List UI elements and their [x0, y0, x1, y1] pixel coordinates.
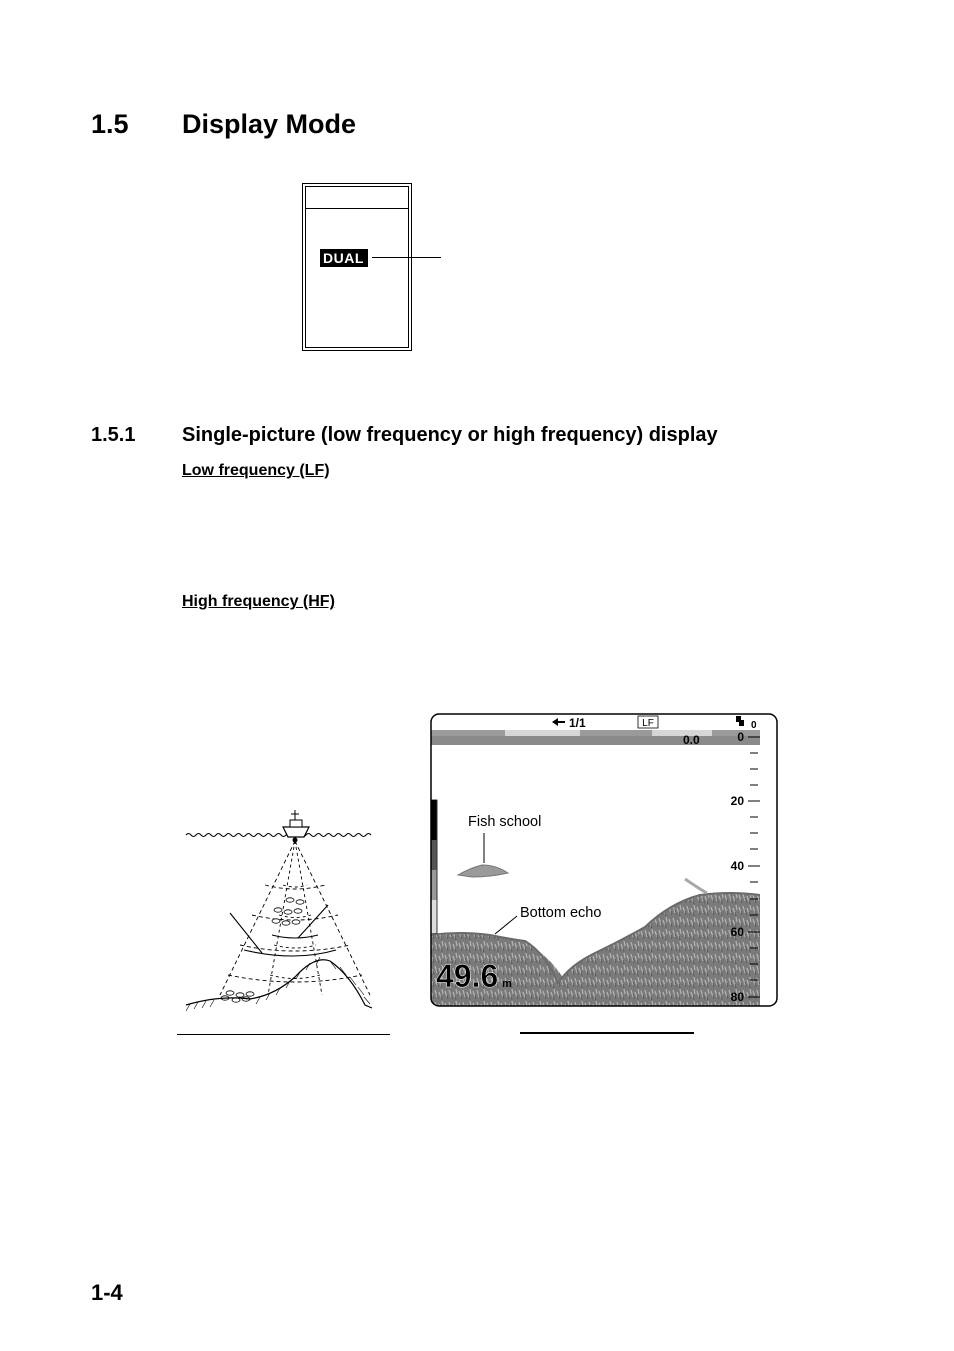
gain-value: 0 [751, 720, 757, 731]
mode-menu-inner-frame [305, 186, 409, 348]
page-number: 1-4 [91, 1280, 123, 1305]
boat-icon [283, 810, 309, 843]
sea-bottom [186, 957, 372, 1011]
depth-scale-40: 40 [730, 859, 744, 873]
wide-beam [220, 841, 370, 995]
sea-surface [186, 834, 371, 837]
mode-menu-item-dual[interactable]: DUAL [320, 249, 368, 267]
fish-school-label: Fish school [468, 814, 542, 830]
figure-rule-left [177, 1034, 390, 1035]
sonar-beam-illustration [180, 805, 395, 1020]
bottom-echo-label: Bottom echo [520, 905, 602, 921]
beam-width-arrows [230, 905, 336, 956]
draft-value: 0.0 [683, 733, 700, 747]
mode-menu-divider [305, 208, 409, 209]
subsection-title: Single-picture (low frequency or high frequency) display [182, 424, 718, 446]
figure-rule-right [520, 1032, 694, 1034]
picture-advance: 1/1 [569, 716, 586, 730]
section-title: Display Mode [182, 109, 357, 139]
header-bar [430, 736, 760, 745]
depth-scale-80: 80 [730, 990, 744, 1004]
depth-scale-60: 60 [730, 925, 744, 939]
echo-display [430, 713, 780, 1009]
narrow-beam [268, 841, 322, 995]
depth-scale-0: 0 [737, 730, 744, 744]
subsection-number: 1.5.1 [91, 424, 136, 446]
depth-scale-20: 20 [730, 794, 744, 808]
high-frequency-heading: High frequency (HF) [182, 593, 335, 610]
fish-school-icon [221, 898, 304, 1002]
frequency-badge: LF [642, 718, 654, 729]
depth-unit: m [502, 978, 512, 990]
section-number: 1.5 [91, 109, 129, 139]
depth-readout: 49.6 [436, 958, 499, 994]
mode-menu-leader-line [372, 257, 441, 258]
low-frequency-heading: Low frequency (LF) [182, 462, 330, 479]
